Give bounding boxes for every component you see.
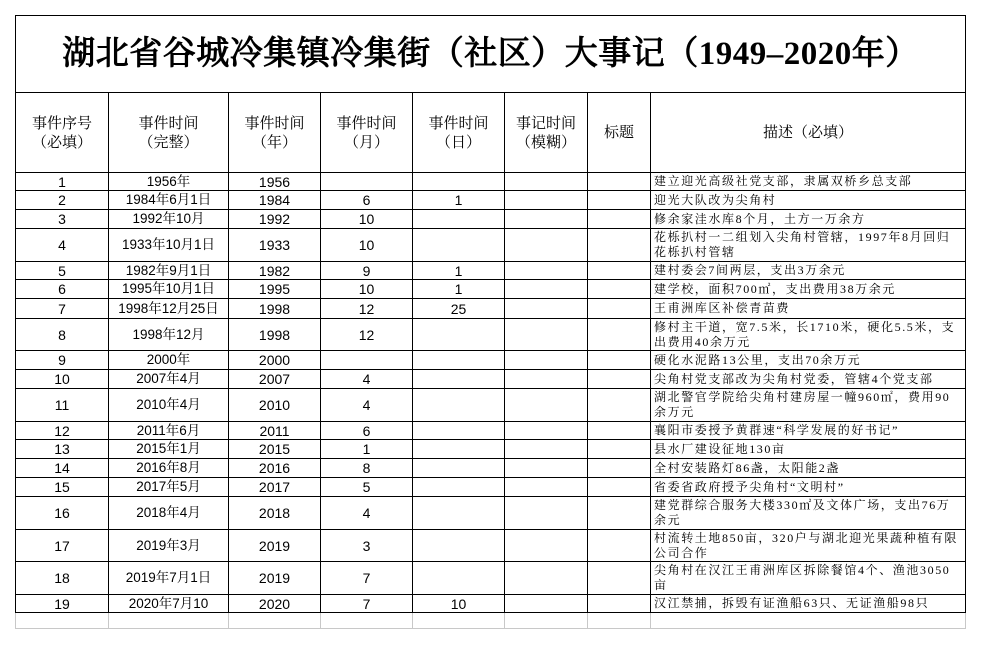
cell-description (651, 562, 966, 595)
cell-date-full: 1998年12月 (109, 319, 229, 351)
description-text: 修村主干道，宽7.5米，长1710米，硬化5.5米，支出费用40余万元 (654, 319, 956, 349)
cell-description (651, 370, 966, 389)
cell-title (588, 389, 651, 422)
table-row (16, 459, 966, 478)
cell-description (651, 497, 966, 530)
cell-year: 2015 (229, 440, 321, 459)
cell-title (588, 210, 651, 229)
empty-cell (588, 613, 651, 629)
cell-description (651, 191, 966, 210)
cell-title (588, 595, 651, 613)
cell-day: 1 (413, 262, 505, 280)
cell-month (321, 351, 413, 370)
header-line: （日） (435, 133, 481, 151)
header-line: 事件序号 (31, 114, 92, 132)
cell-date-full: 2020年7月10 (109, 595, 229, 613)
cell-day (413, 319, 505, 351)
cell-month: 1 (321, 440, 413, 459)
cell-date-full: 2018年4月 (109, 497, 229, 530)
cell-date-full: 1995年10月1日 (109, 280, 229, 299)
header-line: （完整） (138, 133, 199, 151)
cell-year: 2007 (229, 370, 321, 389)
cell-month: 6 (321, 422, 413, 440)
cell-title (588, 459, 651, 478)
cell-time-fuzzy (505, 280, 588, 299)
cell-time-fuzzy (505, 173, 588, 191)
cell-event-no: 16 (16, 497, 109, 530)
cell-time-fuzzy (505, 497, 588, 530)
cell-month: 7 (321, 562, 413, 595)
cell-year: 1984 (229, 191, 321, 210)
header-line: （模糊） (515, 133, 576, 151)
cell-event-no: 7 (16, 299, 109, 319)
description-text: 修余家洼水库8个月，土方一万余方 (654, 211, 866, 226)
cell-month: 7 (321, 595, 413, 613)
table-row (16, 440, 966, 459)
description-text: 花栎扒村一二组划入尖角村管辖，1997年8月回归花栎扒村管辖 (654, 230, 951, 259)
cell-year: 1956 (229, 173, 321, 191)
cell-time-fuzzy (505, 459, 588, 478)
cell-time-fuzzy (505, 319, 588, 351)
cell-month: 12 (321, 299, 413, 319)
cell-description (651, 280, 966, 299)
cell-date-full: 2007年4月 (109, 370, 229, 389)
cell-month: 9 (321, 262, 413, 280)
cell-date-full: 1984年6月1日 (109, 191, 229, 210)
cell-title (588, 370, 651, 389)
cell-event-no: 17 (16, 530, 109, 562)
cell-time-fuzzy (505, 210, 588, 229)
cell-year: 2019 (229, 530, 321, 562)
cell-day (413, 173, 505, 191)
table-row (16, 497, 966, 530)
cell-title (588, 478, 651, 497)
description-text: 省委省政府授予尖角村“文明村” (654, 479, 845, 494)
cell-time-fuzzy (505, 299, 588, 319)
empty-cell (505, 613, 588, 629)
cell-month: 10 (321, 210, 413, 229)
header-date-full (109, 93, 229, 173)
cell-date-full: 2000年 (109, 351, 229, 370)
description-text: 建党群综合服务大楼330㎡及文体广场，支出76万余元 (654, 498, 951, 527)
cell-title (588, 191, 651, 210)
table-row (16, 210, 966, 229)
table-row (16, 530, 966, 562)
cell-month: 4 (321, 497, 413, 530)
cell-event-no: 1 (16, 173, 109, 191)
cell-description (651, 478, 966, 497)
cell-day (413, 422, 505, 440)
header-line: （年） (251, 133, 297, 151)
cell-date-full: 2019年7月1日 (109, 562, 229, 595)
cell-year: 1998 (229, 299, 321, 319)
title-row (16, 16, 966, 93)
cell-event-no: 3 (16, 210, 109, 229)
cell-day: 1 (413, 280, 505, 299)
cell-title (588, 422, 651, 440)
cell-day (413, 229, 505, 262)
cell-time-fuzzy (505, 351, 588, 370)
table-row (16, 280, 966, 299)
header-title: 标题 (588, 93, 651, 173)
description-text: 村流转土地850亩，320户与湖北迎光果蔬种植有限公司合作 (654, 530, 959, 560)
cell-day (413, 370, 505, 389)
empty-cell (16, 613, 109, 629)
description-text: 全村安装路灯86盏，太阳能2盏 (654, 460, 841, 475)
cell-day: 25 (413, 299, 505, 319)
cell-description (651, 595, 966, 613)
cell-description (651, 210, 966, 229)
table-row (16, 173, 966, 191)
description-text: 尖角村党支部改为尖角村党委，管辖4个党支部 (654, 371, 934, 386)
cell-date-full: 2019年3月 (109, 530, 229, 562)
cell-event-no: 13 (16, 440, 109, 459)
cell-time-fuzzy (505, 530, 588, 562)
cell-date-full: 1933年10月1日 (109, 229, 229, 262)
cell-date-full: 2015年1月 (109, 440, 229, 459)
table-row (16, 262, 966, 280)
cell-time-fuzzy (505, 478, 588, 497)
cell-date-full: 1992年10月 (109, 210, 229, 229)
cell-time-fuzzy (505, 562, 588, 595)
cell-time-fuzzy (505, 389, 588, 422)
cell-description (651, 530, 966, 562)
table-row (16, 595, 966, 613)
cell-month: 10 (321, 280, 413, 299)
description-text: 襄阳市委授予黄群速“科学发展的好书记” (654, 423, 900, 437)
empty-cell (229, 613, 321, 629)
empty-grid-row (16, 613, 966, 629)
cell-day (413, 530, 505, 562)
cell-day (413, 389, 505, 422)
cell-day (413, 351, 505, 370)
cell-time-fuzzy (505, 440, 588, 459)
description-text: 迎光大队改为尖角村 (654, 192, 777, 207)
empty-cell (651, 613, 966, 629)
cell-description (651, 459, 966, 478)
empty-cell (109, 613, 229, 629)
cell-date-full: 1998年12月25日 (109, 299, 229, 319)
cell-month: 4 (321, 370, 413, 389)
cell-month (321, 173, 413, 191)
header-line: 事记时间 (515, 114, 576, 132)
empty-cell (413, 613, 505, 629)
description-text: 硬化水泥路13公里，支出70余万元 (654, 352, 862, 367)
cell-description (651, 319, 966, 351)
cell-title (588, 497, 651, 530)
cell-year: 2000 (229, 351, 321, 370)
cell-event-no: 2 (16, 191, 109, 210)
table-row (16, 389, 966, 422)
cell-year: 1995 (229, 280, 321, 299)
description-text: 湖北警官学院给尖角村建房屋一幢960㎡，费用90余万元 (654, 390, 951, 419)
description-text: 建学校，面积700㎡，支出费用38万余元 (654, 281, 897, 296)
header-description: 描述（必填） (651, 93, 966, 173)
chronicle-table (15, 15, 966, 629)
cell-description (651, 262, 966, 280)
cell-title (588, 440, 651, 459)
header-month (321, 93, 413, 173)
cell-title (588, 530, 651, 562)
table-row (16, 478, 966, 497)
cell-event-no: 18 (16, 562, 109, 595)
cell-month: 6 (321, 191, 413, 210)
cell-event-no: 15 (16, 478, 109, 497)
cell-event-no: 4 (16, 229, 109, 262)
cell-title (588, 319, 651, 351)
description-text: 尖角村在汉江王甫洲库区拆除餐馆4个、渔池3050亩 (654, 563, 951, 592)
description-text: 王甫洲库区补偿青苗费 (654, 301, 791, 315)
cell-date-full: 1956年 (109, 173, 229, 191)
description-text: 县水厂建设征地130亩 (654, 441, 786, 456)
cell-day (413, 478, 505, 497)
header-time-fuzzy (505, 93, 588, 173)
cell-month: 12 (321, 319, 413, 351)
table-row (16, 422, 966, 440)
cell-year: 2011 (229, 422, 321, 440)
cell-event-no: 12 (16, 422, 109, 440)
cell-month: 3 (321, 530, 413, 562)
cell-time-fuzzy (505, 370, 588, 389)
cell-event-no: 6 (16, 280, 109, 299)
header-day (413, 93, 505, 173)
cell-event-no: 8 (16, 319, 109, 351)
header-line: （必填） (31, 133, 92, 151)
cell-description (651, 299, 966, 319)
cell-event-no: 10 (16, 370, 109, 389)
cell-year: 2016 (229, 459, 321, 478)
cell-description (651, 440, 966, 459)
cell-title (588, 299, 651, 319)
cell-date-full: 2016年8月 (109, 459, 229, 478)
cell-title (588, 262, 651, 280)
empty-cell (321, 613, 413, 629)
header-line: 事件时间 (428, 114, 489, 132)
cell-description (651, 351, 966, 370)
cell-description (651, 422, 966, 440)
cell-event-no: 11 (16, 389, 109, 422)
cell-date-full: 1982年9月1日 (109, 262, 229, 280)
header-line: 事件时间 (336, 114, 397, 132)
cell-event-no: 9 (16, 351, 109, 370)
cell-day (413, 210, 505, 229)
cell-description (651, 173, 966, 191)
cell-day (413, 497, 505, 530)
cell-month: 4 (321, 389, 413, 422)
cell-title (588, 229, 651, 262)
cell-day (413, 562, 505, 595)
description-text: 汉江禁捕，拆毁有证渔船63只、无证渔船98只 (654, 596, 930, 610)
cell-date-full: 2017年5月 (109, 478, 229, 497)
cell-event-no: 14 (16, 459, 109, 478)
cell-title (588, 351, 651, 370)
table-row (16, 370, 966, 389)
header-event-no (16, 93, 109, 173)
cell-year: 1982 (229, 262, 321, 280)
header-year (229, 93, 321, 173)
table-row (16, 191, 966, 210)
header-line: 事件时间 (244, 114, 305, 132)
cell-day (413, 440, 505, 459)
description-text: 建立迎光高级社党支部，隶属双桥乡总支部 (654, 174, 913, 188)
cell-day (413, 459, 505, 478)
cell-year: 2018 (229, 497, 321, 530)
cell-event-no: 5 (16, 262, 109, 280)
header-line: 事件时间 (138, 114, 199, 132)
cell-date-full: 2010年4月 (109, 389, 229, 422)
cell-date-full: 2011年6月 (109, 422, 229, 440)
cell-day: 10 (413, 595, 505, 613)
cell-year: 2010 (229, 389, 321, 422)
cell-time-fuzzy (505, 229, 588, 262)
cell-time-fuzzy (505, 595, 588, 613)
cell-event-no: 19 (16, 595, 109, 613)
table-row (16, 319, 966, 351)
cell-year: 1933 (229, 229, 321, 262)
cell-time-fuzzy (505, 422, 588, 440)
cell-month: 5 (321, 478, 413, 497)
table-row (16, 299, 966, 319)
table-row (16, 229, 966, 262)
cell-time-fuzzy (505, 262, 588, 280)
cell-month: 10 (321, 229, 413, 262)
cell-title (588, 280, 651, 299)
table-row (16, 351, 966, 370)
cell-description (651, 229, 966, 262)
cell-description (651, 389, 966, 422)
table-row (16, 562, 966, 595)
page-title: 湖北省谷城冷集镇冷集街（社区）大事记（1949–2020年） (16, 16, 966, 93)
cell-title (588, 173, 651, 191)
cell-month: 8 (321, 459, 413, 478)
description-text: 建村委会7间两层，支出3万余元 (654, 263, 847, 277)
header-row (16, 93, 966, 173)
cell-year: 2019 (229, 562, 321, 595)
cell-year: 1998 (229, 319, 321, 351)
cell-time-fuzzy (505, 191, 588, 210)
cell-year: 1992 (229, 210, 321, 229)
cell-day: 1 (413, 191, 505, 210)
header-line: （月） (343, 133, 389, 151)
cell-year: 2020 (229, 595, 321, 613)
cell-title (588, 562, 651, 595)
cell-year: 2017 (229, 478, 321, 497)
